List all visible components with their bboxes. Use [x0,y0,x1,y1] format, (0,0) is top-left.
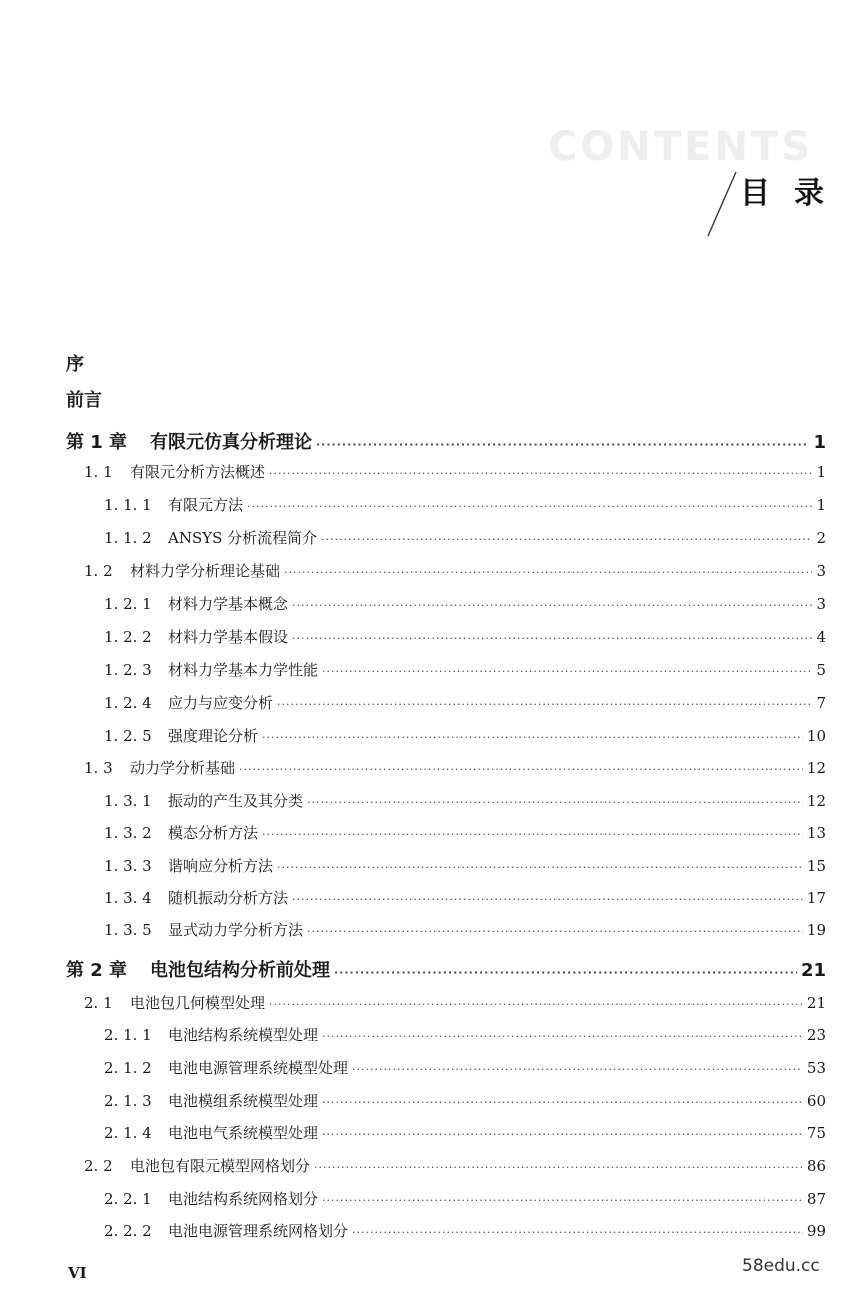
toc-entry-title: 电池包几何模型处理 [130,994,266,1012]
toc-entry-title: 谐响应分析方法 [168,857,274,875]
toc-leader-dots [316,438,809,451]
toc-section[interactable] [84,560,826,581]
toc-entry-title: 材料力学基本力学性能 [168,661,319,679]
toc-entry-title: 有限元仿真分析理论 [150,432,312,453]
toc-subsection[interactable] [104,725,826,746]
toc-entry-number: 2. 1 [84,994,113,1012]
toc-entry-title: 电池结构系统模型处理 [168,1026,319,1044]
toc-entry-number: 1. 3. 1 [104,792,152,810]
toc-entry-page: 1 [813,432,826,453]
toc-entry-number: 1. 2. 5 [104,727,152,745]
toc-section[interactable] [84,461,826,482]
contents-ghost-heading: CONTENTS [548,124,814,170]
toc-subsection[interactable] [104,822,826,843]
toc-leader-dots [277,698,812,711]
page-title: 目录 [740,176,848,211]
toc-section[interactable] [84,757,826,778]
toc-entry-title: 电池包有限元模型网格划分 [130,1157,311,1175]
toc-entry-page: 5 [816,661,826,679]
toc-leader-dots [322,665,812,678]
watermark: 58edu.cc [742,1256,820,1276]
toc-leader-dots [292,893,803,906]
toc-leader-dots [322,1128,803,1141]
toc-subsection[interactable] [104,626,826,647]
toc-entry-page: 21 [800,960,826,981]
toc-entry-number: 2. 1. 3 [104,1092,152,1110]
toc-entry-number: 1. 3. 2 [104,824,152,842]
toc-leader-dots [239,763,803,776]
toc-subsection[interactable] [104,1220,826,1241]
toc-subsection[interactable] [104,692,826,713]
toc-entry-page: 15 [806,857,826,875]
toc-chapter[interactable] [66,428,826,454]
toc-entry-page: 86 [806,1157,826,1175]
toc-entry-number: 第 2 章 [66,960,128,981]
toc-entry-number: 1. 1. 1 [104,496,152,514]
toc-subsection[interactable] [104,1024,826,1045]
toc-entry-number: 1. 3. 3 [104,857,152,875]
toc-entry-number: 1. 1. 2 [104,529,152,547]
toc-section[interactable] [84,1155,826,1176]
toc-entry-page: 23 [806,1026,826,1044]
toc-leader-dots [262,828,803,841]
toc-entry-page: 17 [806,889,826,907]
toc-entry-page: 99 [806,1222,826,1240]
toc-entry-title: 材料力学基本假设 [168,628,289,646]
toc-entry-number: 2. 1. 2 [104,1059,152,1077]
front-matter-preface[interactable]: 序 [66,354,84,375]
toc-leader-dots [262,731,803,744]
toc-subsection[interactable] [104,593,826,614]
toc-entry-title: 振动的产生及其分类 [168,792,304,810]
toc-entry-page: 7 [816,694,826,712]
toc-subsection[interactable] [104,855,826,876]
toc-entry-title: 应力与应变分析 [168,694,274,712]
toc-entry-title: 动力学分析基础 [130,759,236,777]
toc-subsection[interactable] [104,1057,826,1078]
toc-entry-number: 2. 2. 1 [104,1190,152,1208]
toc-entry-page: 1 [816,496,826,514]
toc-subsection[interactable] [104,919,826,940]
toc-entry-page: 75 [806,1124,826,1142]
toc-entry-title: 电池电源管理系统模型处理 [168,1059,349,1077]
toc-entry-title: 材料力学分析理论基础 [130,562,281,580]
toc-entry-page: 3 [816,595,826,613]
toc-entry-title: 材料力学基本概念 [168,595,289,613]
toc-leader-dots [352,1226,803,1239]
toc-leader-dots [322,1030,803,1043]
toc-entry-title: 有限元分析方法概述 [130,463,266,481]
toc-chapter[interactable] [66,956,826,982]
title-slash-decoration [704,170,738,238]
toc-entry-number: 1. 2. 4 [104,694,152,712]
toc-entry-number: 1. 2 [84,562,113,580]
toc-entry-page: 12 [806,792,826,810]
toc-subsection[interactable] [104,527,826,548]
toc-entry-title: 电池电源管理系统网格划分 [168,1222,349,1240]
toc-leader-dots [322,1096,803,1109]
toc-subsection[interactable] [104,790,826,811]
toc-leader-dots [269,467,812,480]
toc-subsection[interactable] [104,1122,826,1143]
toc-entry-number: 1. 1 [84,463,113,481]
toc-entry-number: 1. 3 [84,759,113,777]
toc-subsection[interactable] [104,659,826,680]
toc-entry-number: 1. 2. 1 [104,595,152,613]
toc-leader-dots [334,966,797,979]
toc-leader-dots [307,925,803,938]
toc-entry-number: 1. 3. 5 [104,921,152,939]
toc-subsection[interactable] [104,1188,826,1209]
toc-entry-number: 2. 2 [84,1157,113,1175]
toc-entry-title: 模态分析方法 [168,824,259,842]
toc-entry-page: 87 [806,1190,826,1208]
toc-leader-dots [314,1161,803,1174]
toc-leader-dots [292,632,812,645]
toc-leader-dots [247,500,812,513]
toc-entry-number: 2. 1. 1 [104,1026,152,1044]
toc-entry-title: ANSYS 分析流程简介 [168,529,318,547]
toc-entry-number: 1. 3. 4 [104,889,152,907]
toc-entry-title: 随机振动分析方法 [168,889,289,907]
toc-entry-page: 1 [816,463,826,481]
toc-entry-number: 2. 1. 4 [104,1124,152,1142]
page-number: VI [68,1264,87,1282]
toc-entry-page: 3 [816,562,826,580]
toc-entry-title: 电池模组系统模型处理 [168,1092,319,1110]
toc-entry-page: 12 [806,759,826,777]
toc-subsection[interactable] [104,494,826,515]
toc-entry-number: 2. 2. 2 [104,1222,152,1240]
toc-leader-dots [292,599,812,612]
toc-entry-title: 强度理论分析 [168,727,259,745]
toc-entry-title: 电池包结构分析前处理 [150,960,330,981]
toc-leader-dots [284,566,812,579]
toc-entry-title: 显式动力学分析方法 [168,921,304,939]
toc-entry-page: 13 [806,824,826,842]
toc-entry-page: 21 [806,994,826,1012]
toc-entry-number: 第 1 章 [66,432,128,453]
toc-entry-page: 60 [806,1092,826,1110]
toc-entry-title: 有限元方法 [168,496,244,514]
front-matter-foreword[interactable]: 前言 [66,390,102,411]
toc-entry-number: 1. 2. 2 [104,628,152,646]
toc-leader-dots [269,998,803,1011]
toc-subsection[interactable] [104,887,826,908]
toc-leader-dots [352,1063,803,1076]
toc-leader-dots [277,861,803,874]
toc-entry-page: 53 [806,1059,826,1077]
toc-entry-page: 19 [806,921,826,939]
toc-entry-page: 10 [806,727,826,745]
toc-entry-title: 电池结构系统网格划分 [168,1190,319,1208]
toc-leader-dots [322,1194,803,1207]
toc-leader-dots [321,533,812,546]
toc-subsection[interactable] [104,1090,826,1111]
toc-leader-dots [307,796,803,809]
toc-entry-page: 4 [816,628,826,646]
toc-entry-page: 2 [816,529,826,547]
toc-entry-title: 电池电气系统模型处理 [168,1124,319,1142]
toc-entry-number: 1. 2. 3 [104,661,152,679]
toc-section[interactable] [84,992,826,1013]
